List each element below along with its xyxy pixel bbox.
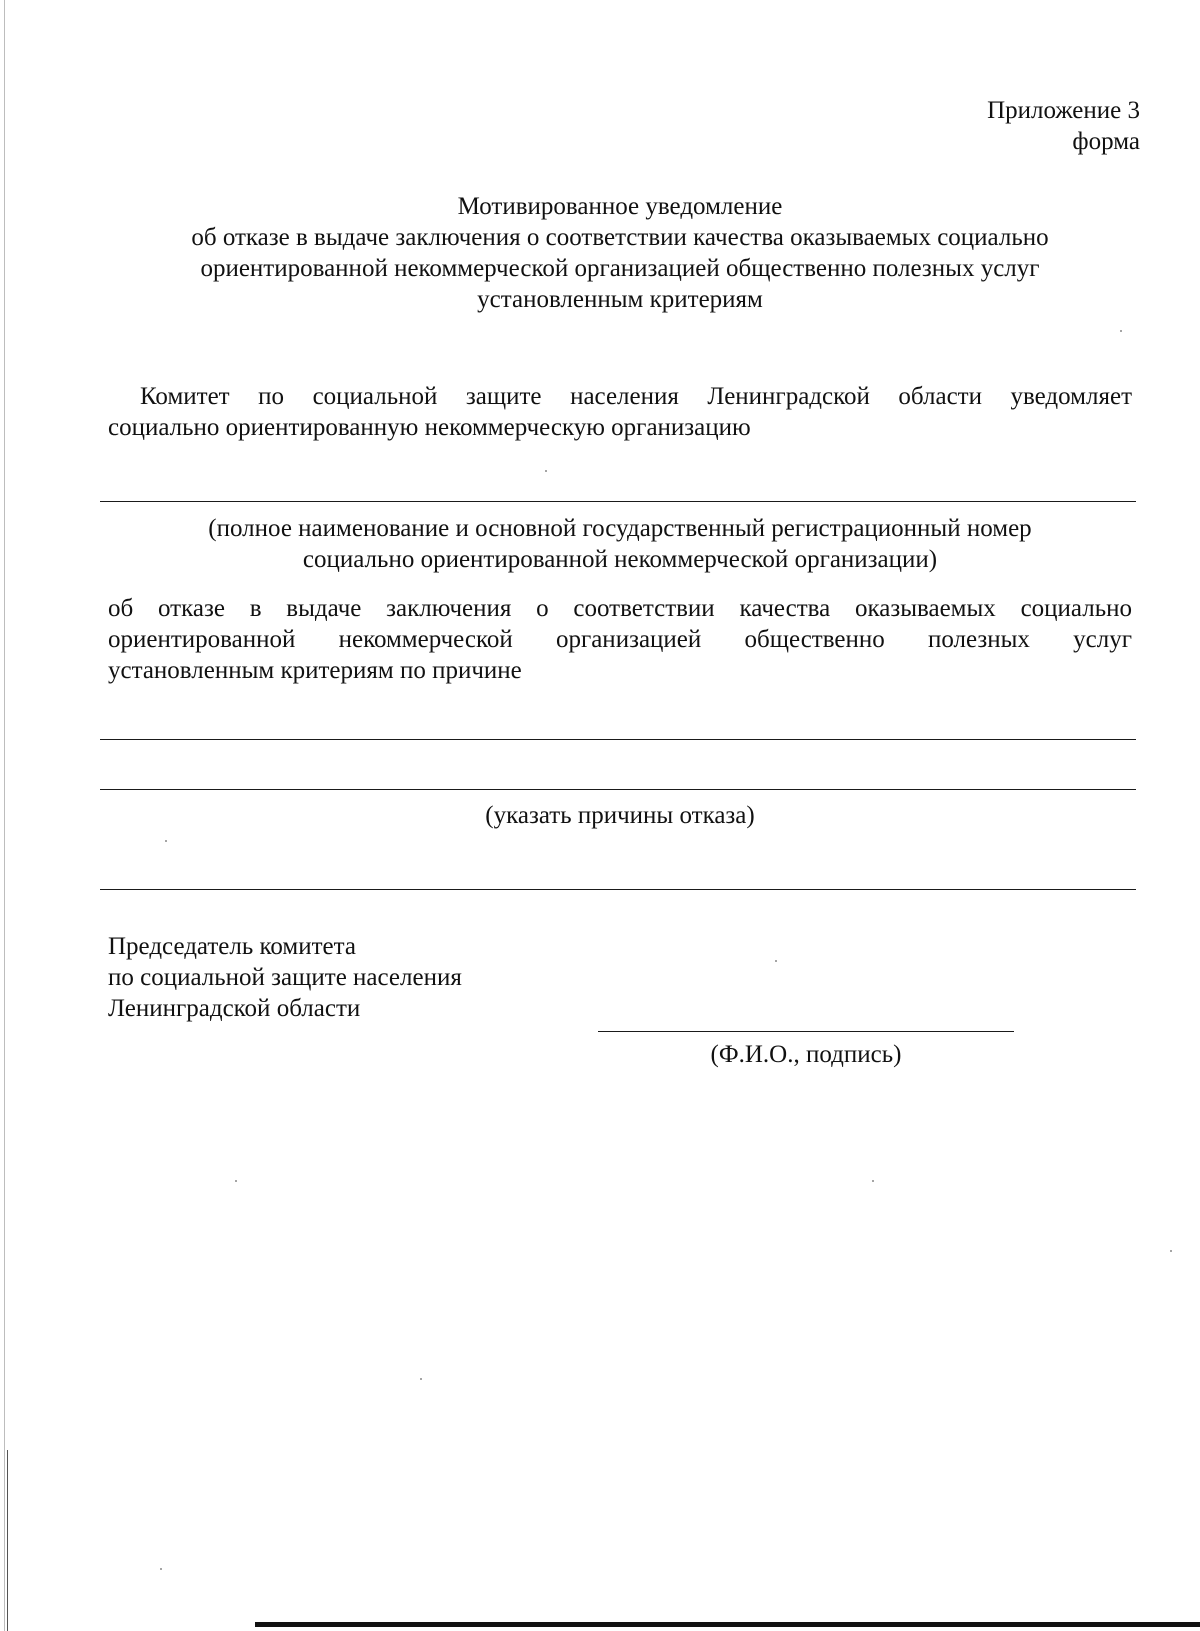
intro-line-2: социально ориентированную некоммерческую организацию [108,414,751,441]
scan-speck [235,1180,237,1182]
scan-speck [1170,1250,1172,1252]
appendix-number: Приложение 3 [987,97,1140,124]
intro-line-1: Комитет по социальной защите населения Ленинградской области уведомляет [140,383,1132,410]
org-name-caption-line-1: (полное наименование и основной государственный регистрационный номер [208,515,1032,542]
scan-speck [420,1378,422,1380]
document-title-line-3: ориентированной некоммерческой организацией общественно полезных услуг [200,255,1040,282]
scan-edge-left-mark [7,1450,8,1631]
signature-caption: (Ф.И.О., подпись) [710,1041,902,1068]
signature-field-line [598,1031,1014,1032]
scan-speck [165,840,167,842]
scan-speck [775,960,777,962]
document-title-line-4: установленным критериям [477,286,763,313]
reason-caption: (указать причины отказа) [485,802,755,829]
reason-field-line-2 [100,789,1136,790]
document-title-line-2: об отказе в выдаче заключения о соответствии качества оказываемых социально [191,224,1049,251]
reason-field-line-1 [100,739,1136,740]
signatory-title-line-1: Председатель комитета [108,933,356,960]
scan-speck [1120,330,1122,332]
signatory-title-line-3: Ленинградской области [108,995,361,1022]
document-title: Мотивированное уведомление [457,193,783,220]
form-label: форма [1072,128,1140,155]
scan-edge-bottom [255,1622,1200,1627]
org-name-field-line [100,501,1136,502]
refusal-line-2: ориентированной некоммерческой организацией общественно полезных услуг [108,626,1132,653]
signatory-title-line-2: по социальной защите населения [108,964,462,991]
scan-speck [545,470,547,472]
org-name-caption-line-2: социально ориентированной некоммерческой организации) [302,546,938,573]
scan-speck [872,1180,874,1182]
scan-speck [160,1568,162,1570]
refusal-line-3: установленным критериям по причине [108,657,522,684]
reason-field-line-3 [100,889,1136,890]
refusal-line-1: об отказе в выдаче заключения о соответствии качества оказываемых социально [108,595,1132,622]
